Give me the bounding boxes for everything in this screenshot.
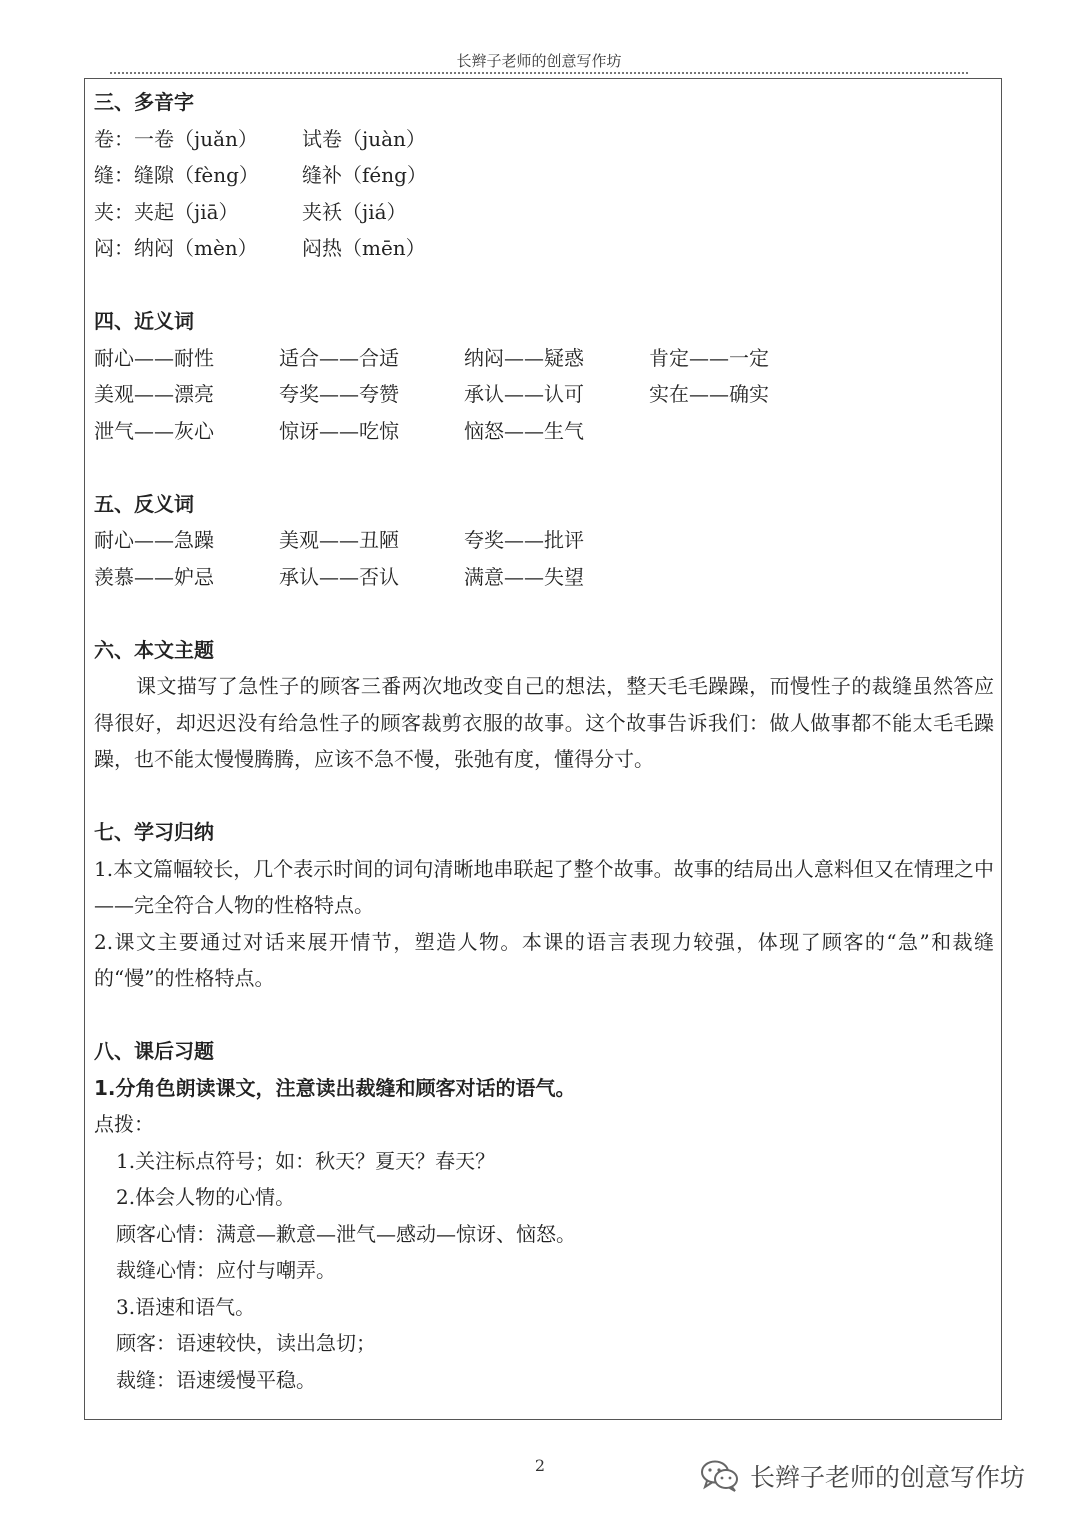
antonym-pair: 耐心——急躁 [94, 528, 214, 552]
section-title-exercises: 八、课后习题 [94, 1039, 214, 1063]
antonym-pair: 夸奖——批评 [464, 528, 584, 552]
antonym-pair: 美观——丑陋 [279, 528, 399, 552]
synonym-pair: 适合——合适 [279, 345, 399, 370]
exercise-question-1: 1.分角色朗读课文，注意读出裁缝和顾客对话的语气。 [94, 1075, 576, 1100]
header-divider [110, 72, 968, 74]
polyphone-row [94, 194, 994, 231]
section-title-antonyms: 五、反义词 [94, 491, 194, 516]
watermark-text: 长辫子老师的创意写作坊 [750, 1463, 1026, 1492]
synonym-row [94, 413, 994, 450]
section-title-summary: 七、学习归纳 [94, 820, 214, 844]
watermark [700, 1458, 1025, 1494]
antonym-pair: 羡慕——妒忌 [94, 564, 214, 589]
polyphone-item: 夹袄（jiá） [302, 199, 407, 224]
synonym-pair: 泄气——灰心 [94, 418, 214, 443]
synonym-pair: 耐心——耐性 [94, 345, 214, 370]
synonym-pair: 承认——认可 [464, 382, 584, 406]
hint-label: 点拨： [94, 1112, 154, 1136]
hint-line: 1.关注标点符号；如：秋天？夏天？春天？ [116, 1148, 496, 1173]
hint-line: 裁缝：语速缓慢平稳。 [116, 1367, 316, 1392]
polyphone-item: 闷：纳闷（mèn） [94, 236, 258, 260]
polyphone-item: 缝补（féng） [302, 163, 427, 187]
section-title-polyphones: 三、多音字 [94, 90, 194, 114]
polyphone-row [94, 230, 994, 267]
polyphone-item: 夹：夹起（jiā） [94, 199, 239, 224]
theme-paragraph: 课文描写了急性子的顾客三番两次地改变自己的想法，整天毛毛躁躁，而慢性子的裁缝虽然答应得很好，却迟迟没有给急性子的顾客裁剪衣服的故事。这个故事告诉我们：做人做事都不能太毛毛躁躁，也不能太慢慢腾腾，应该不急不慢，张弛有度，懂得分寸。 [94, 674, 994, 771]
polyphone-row [94, 121, 994, 158]
synonym-row [94, 376, 994, 413]
synonym-pair: 恼怒——生气 [464, 418, 584, 443]
hint-line: 2.体会人物的心情。 [116, 1185, 296, 1209]
synonym-row [94, 340, 994, 377]
section-title-synonyms: 四、近义词 [94, 309, 194, 333]
synonym-pair: 实在——确实 [649, 382, 769, 406]
hint-line: 顾客：语速较快，读出急切； [116, 1331, 376, 1355]
page-header: 长辫子老师的创意写作坊 [456, 52, 622, 70]
polyphone-item: 卷：一卷（juǎn） [94, 126, 258, 151]
synonym-pair: 惊讶——吃惊 [279, 418, 399, 443]
polyphone-item: 缝：缝隙（fèng） [94, 163, 259, 187]
summary-point-2: 2.课文主要通过对话来展开情节，塑造人物。本课的语言表现力较强，体现了顾客的“急”和裁缝的“慢”的性格特点。 [94, 929, 994, 990]
synonym-pair: 夸奖——夸赞 [279, 382, 399, 406]
synonym-pair: 美观——漂亮 [94, 382, 214, 406]
polyphone-row [94, 157, 994, 194]
polyphone-item: 闷热（mēn） [302, 236, 426, 260]
antonym-pair: 承认——否认 [279, 564, 399, 589]
hint-line: 裁缝心情：应付与嘲弄。 [116, 1258, 336, 1282]
antonym-row [94, 522, 994, 559]
antonym-row [94, 559, 994, 596]
page-number: 2 [534, 1456, 546, 1475]
document-body [94, 84, 994, 1398]
synonym-pair: 纳闷——疑惑 [464, 345, 584, 370]
antonym-pair: 满意——失望 [464, 564, 584, 589]
hint-line: 3.语速和语气。 [116, 1294, 256, 1319]
section-title-theme: 六、本文主题 [94, 637, 214, 662]
wechat-icon [700, 1459, 740, 1493]
hint-line: 顾客心情：满意—歉意—泄气—感动—惊讶、恼怒。 [116, 1221, 576, 1246]
summary-point-1: 1.本文篇幅较长，几个表示时间的词句清晰地串联起了整个故事。故事的结局出人意料但又在情理之中——完全符合人物的性格特点。 [94, 856, 994, 917]
synonym-pair: 肯定——一定 [649, 345, 769, 370]
polyphone-item: 试卷（juàn） [302, 126, 426, 151]
